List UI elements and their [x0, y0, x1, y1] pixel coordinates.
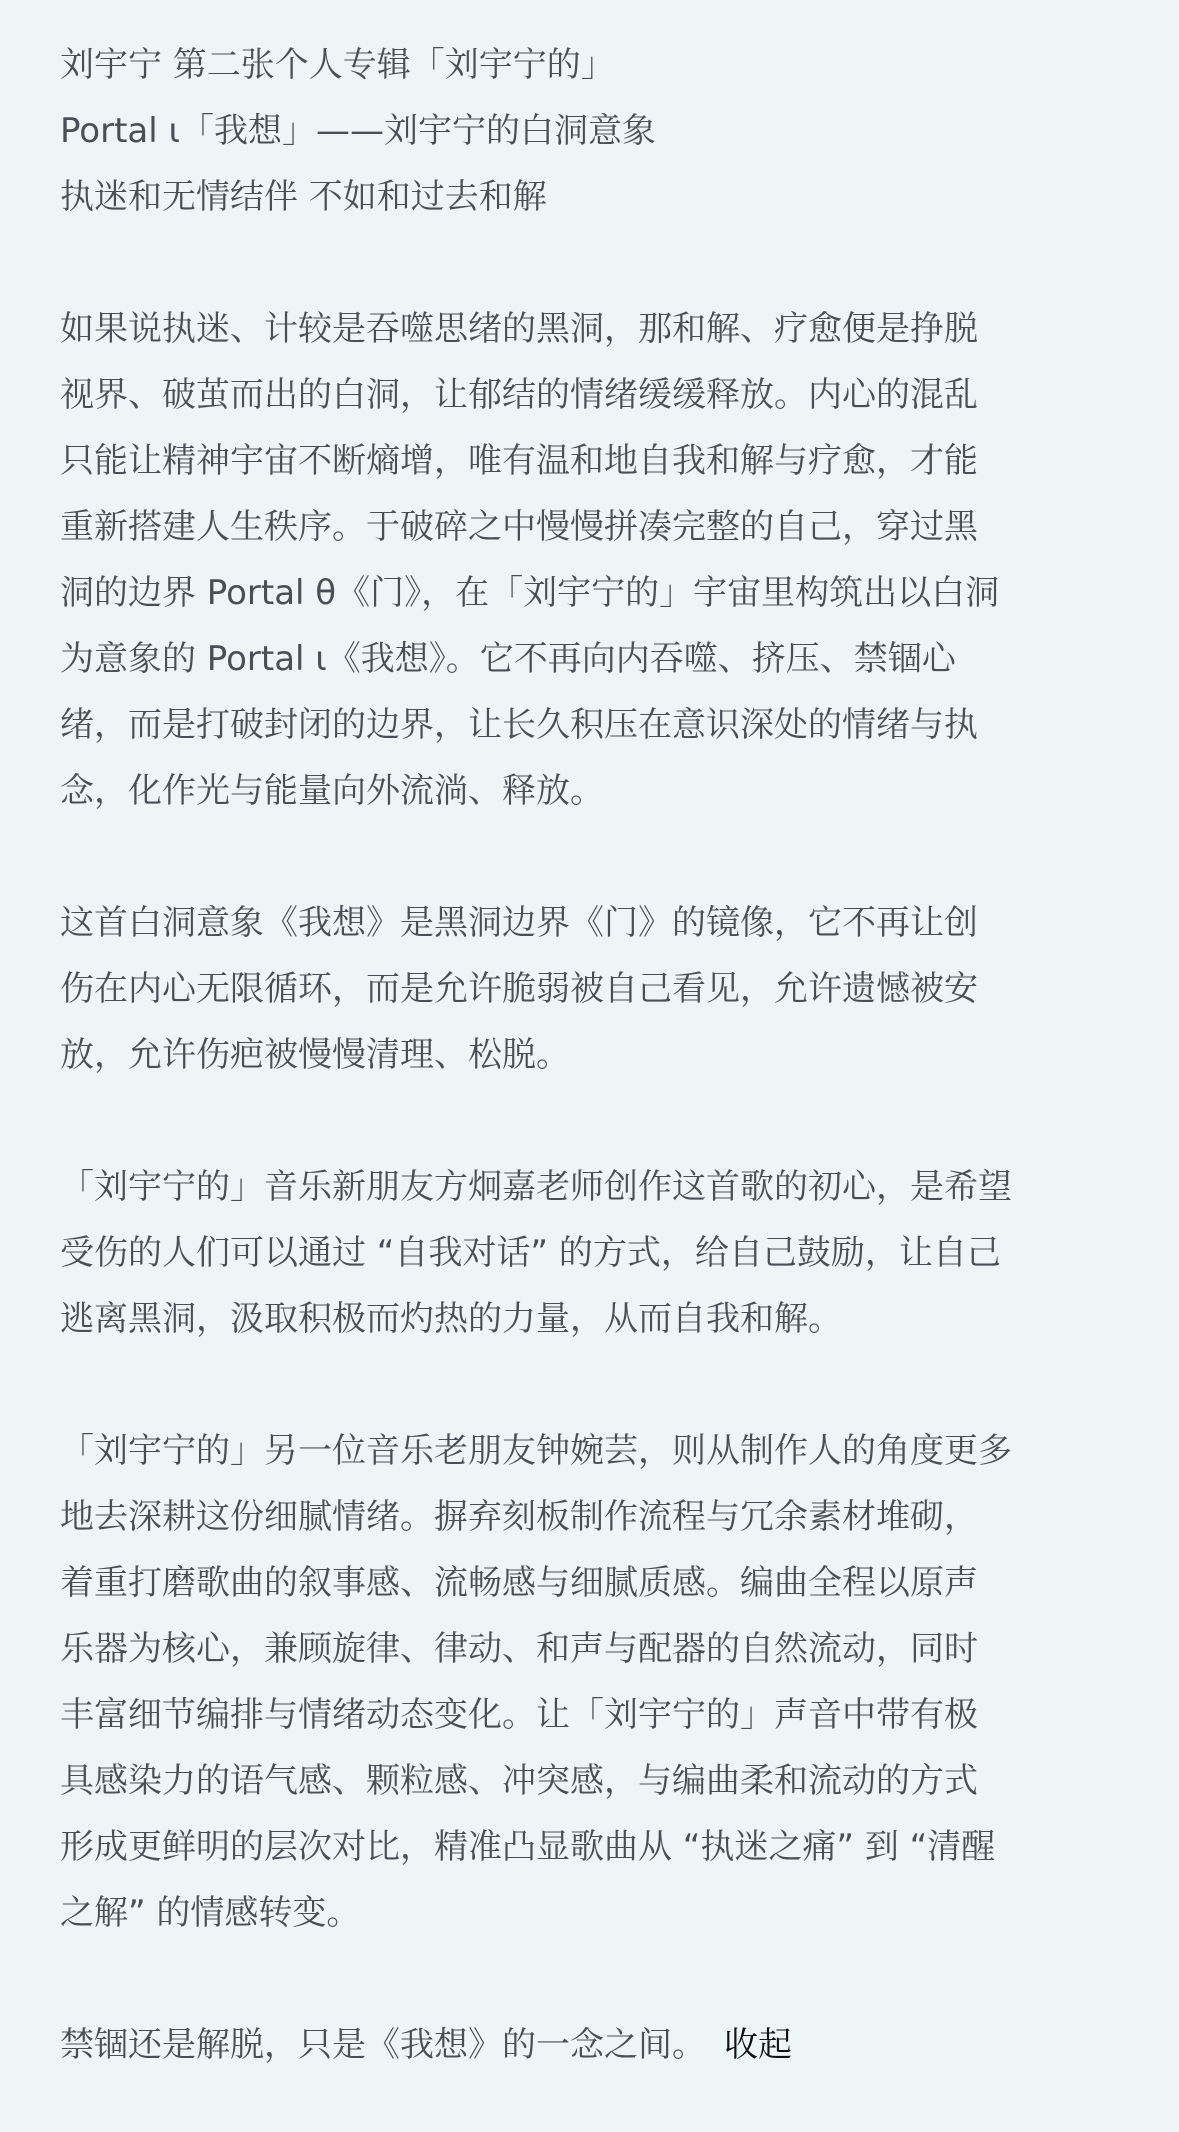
paragraph-1-line: 念，化作光与能量向外流淌、释放。: [60, 771, 604, 811]
paragraph-3: [60, 1154, 1130, 1352]
paragraph-4-line: 形成更鲜明的层次对比，精准凸显歌曲从 “执迷之痛” 到 “清醒: [60, 1827, 996, 1867]
paragraph-1-line: 只能让精神宇宙不断熵增，唯有温和地自我和解与疗愈，才能: [60, 441, 978, 481]
header-line-1: 刘宇宁 第二张个人专辑「刘宇宁的」: [60, 45, 615, 85]
paragraph-1-line: 洞的边界 Portal θ《门》，在「刘宇宁的」宇宙里构筑出以白洞: [60, 573, 1000, 613]
header-line-2: Portal ι「我想」——刘宇宁的白洞意象: [60, 111, 656, 151]
paragraph-4-line: 着重打磨歌曲的叙事感、流畅感与细腻质感。编曲全程以原声: [60, 1563, 978, 1603]
closing-row: [60, 2012, 1130, 2078]
paragraph-3-line: 受伤的人们可以通过 “自我对话” 的方式，给自己鼓励，让自己: [60, 1233, 1001, 1273]
collapse-button[interactable]: 收起: [724, 2025, 792, 2065]
paragraph-1-line: 绪，而是打破封闭的边界，让长久积压在意识深处的情绪与执: [60, 705, 978, 745]
paragraph-4: [60, 1418, 1130, 1946]
paragraph-2-line: 伤在内心无限循环，而是允许脆弱被自己看见，允许遗憾被安: [60, 969, 978, 1009]
paragraph-1-line: 重新搭建人生秩序。于破碎之中慢慢拼凑完整的自己，穿过黑: [60, 507, 978, 547]
paragraph-2-line: 放，允许伤疤被慢慢清理、松脱。: [60, 1035, 570, 1075]
paragraph-4-line: 地去深耕这份细腻情绪。摒弃刻板制作流程与冗余素材堆砌，: [60, 1497, 978, 1537]
paragraph-1-line: 为意象的 Portal ι《我想》。它不再向内吞噬、挤压、禁锢心: [60, 639, 956, 679]
paragraph-1: [60, 296, 1130, 824]
paragraph-1-line: 视界、破茧而出的白洞，让郁结的情绪缓缓释放。内心的混乱: [60, 375, 978, 415]
paragraph-3-line: 逃离黑洞，汲取积极而灼热的力量，从而自我和解。: [60, 1299, 842, 1339]
paragraph-4-line: 丰富细节编排与情绪动态变化。让「刘宇宁的」声音中带有极: [60, 1695, 978, 1735]
paragraph-2-line: 这首白洞意象《我想》是黑洞边界《门》的镜像，它不再让创: [60, 903, 978, 943]
paragraph-1-line: 如果说执迷、计较是吞噬思绪的黑洞，那和解、疗愈便是挣脱: [60, 309, 978, 349]
paragraph-4-line: 之解” 的情感转变。: [60, 1893, 361, 1933]
header-block: [60, 32, 1130, 230]
paragraph-3-line: 「刘宇宁的」音乐新朋友方炯嘉老师创作这首歌的初心，是希望: [60, 1167, 1012, 1207]
closing-line: 禁锢还是解脱，只是《我想》的一念之间。: [60, 2025, 706, 2065]
paragraph-4-line: 具感染力的语气感、颗粒感、冲突感，与编曲柔和流动的方式: [60, 1761, 978, 1801]
paragraph-4-line: 「刘宇宁的」另一位音乐老朋友钟婉芸，则从制作人的角度更多: [60, 1431, 1012, 1471]
header-line-3: 执迷和无情结伴 不如和过去和解: [60, 177, 547, 217]
article-body: [60, 32, 1130, 2078]
paragraph-4-line: 乐器为核心，兼顾旋律、律动、和声与配器的自然流动，同时: [60, 1629, 978, 1669]
paragraph-2: [60, 890, 1130, 1088]
